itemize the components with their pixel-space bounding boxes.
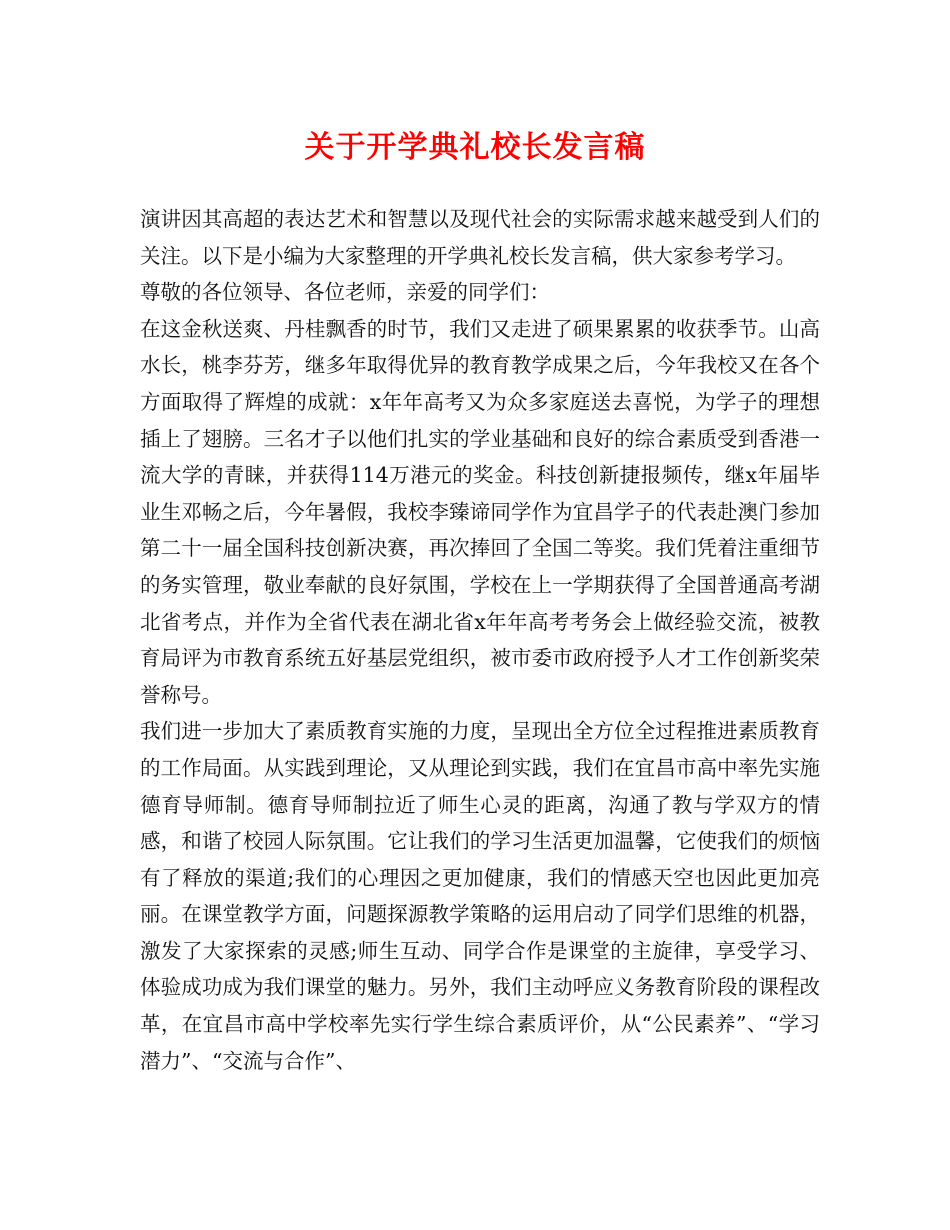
paragraph-achievements: 在这金秋送爽、丹桂飘香的时节，我们又走进了硕果累累的收获季节。山高水长，桃李芬芳，继多年取得优异的教育教学成果之后，今年我校又在各个方面取得了辉煌的成就：x年年高考又为众多家庭送去喜悦，为学子的理想插上了翅膀。三名才子以他们扎实的学业基础和良好的综合素质受到香港一流大学的青睐，并获得114万港元的奖金。科技创新捷报频传，继x年届毕业生邓畅之后，今年暑假，我校李臻谛同学作为宜昌学子的代表赴澳门参加第二十一届全国科技创新决赛，再次捧回了全国二等奖。我们凭着注重细节的务实管理，敬业奉献的良好氛围，学校在上一学期获得了全国普通高考湖北省考点，并作为全省代表在湖北省x年年高考考务会上做经验交流，被教育局评为市教育系统五好基层党组织，被市委市政府授予人才工作创新奖荣誉称号。 [140, 316, 820, 707]
document-body [140, 201, 820, 1079]
paragraph-intro: 演讲因其高超的表达艺术和智慧以及现代社会的实际需求越来越受到人们的关注。以下是小编为大家整理的开学典礼校长发言稿，供大家参考学习。 [140, 207, 820, 268]
paragraph-salutation: 尊敬的各位领导、各位老师，亲爱的同学们： [140, 280, 550, 305]
paragraph-quality-education: 我们进一步加大了素质教育实施的力度，呈现出全方位全过程推进素质教育的工作局面。从实践到理论，又从理论到实践，我们在宜昌市高中率先实施德育导师制。德育导师制拉近了师生心灵的距离，沟通了教与学双方的情感，和谐了校园人际氛围。它让我们的学习生活更加温馨，它使我们的烦恼有了释放的渠道;我们的心理因之更加健康，我们的情感天空也因此更加亮丽。在课堂教学方面，问题探源教学策略的运用启动了同学们思维的机器，激发了大家探索的灵感;师生互动、同学合作是课堂的主旋律，享受学习、体验成功成为我们课堂的魅力。另外，我们主动呼应义务教育阶段的课程改革，在宜昌市高中学校率先实行学生综合素质评价，从“公民素养”、“学习潜力”、“交流与合作”、 [140, 719, 820, 1073]
page-title: 关于开学典礼校长发言稿 [304, 130, 646, 165]
